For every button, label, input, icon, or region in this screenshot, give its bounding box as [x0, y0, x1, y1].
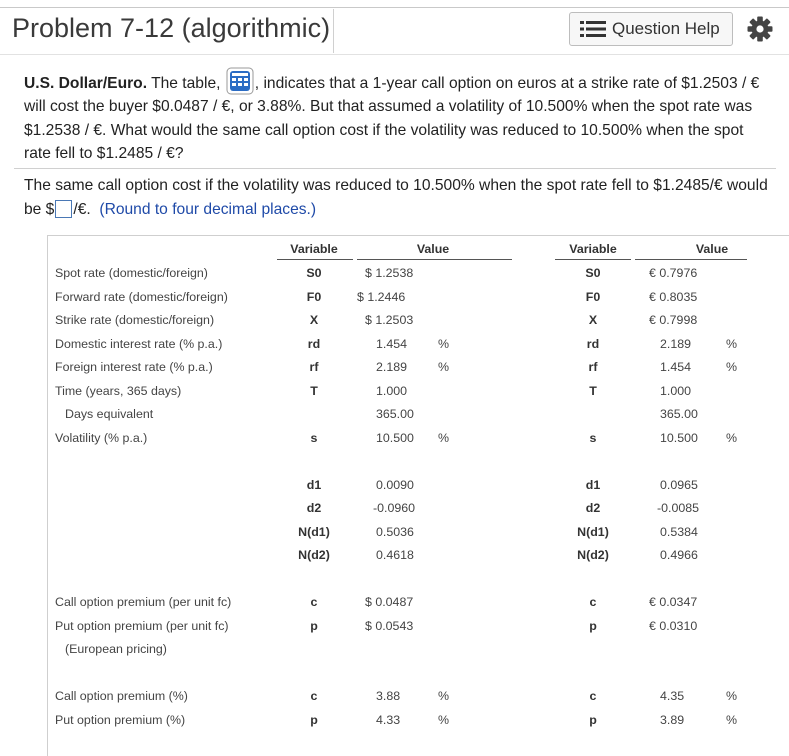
section-divider	[14, 168, 776, 169]
eur-value: 3.89	[660, 713, 685, 727]
usd-value: 2.189	[376, 360, 408, 374]
usd-val-rule	[357, 259, 512, 260]
eur-var: T	[589, 384, 597, 398]
row-label: Time (years, 365 days)	[55, 384, 182, 398]
eur-value: € 0.7998	[649, 313, 698, 327]
usd-value: 1.000	[376, 384, 408, 398]
usd-value: 0.0090	[376, 478, 414, 492]
eur-value: € 0.7976	[649, 266, 698, 280]
usd-value: 10.500	[376, 431, 414, 445]
usd-value: $ 1.2503	[365, 313, 414, 327]
eur-value: 1.454	[660, 360, 692, 374]
usd-var: F0	[306, 290, 322, 304]
eur-var: N(d2)	[577, 548, 609, 562]
row-label: Domestic interest rate (% p.a.)	[55, 337, 223, 351]
problem-text-2: , indicates that a 1-year call option on euros at a strike rate of $1.2503 / € will cost the buyer $0.0487 / €, or 3.88%. But that assumed a volatility of 10.500% when the spot rate was $1.2538 / €. What would the same call option cost if the volatility was reduced to 10.500% when the spot rate fell to $1.2485 / €?	[24, 75, 760, 162]
page-title: Problem 7-12 (algorithmic)	[12, 13, 331, 43]
usd-var: T	[310, 384, 318, 398]
row-label: Forward rate (domestic/foreign)	[55, 290, 228, 304]
problem-text-1: The table,	[147, 75, 221, 92]
eur-unit: %	[726, 431, 738, 445]
usd-var: X	[309, 313, 319, 327]
rounding-hint: (Round to four decimal places.)	[99, 200, 317, 218]
eur-unit: %	[726, 337, 738, 351]
row-label: Volatility (% p.a.)	[55, 431, 148, 445]
usd-var: d2	[306, 501, 322, 515]
usd-var: S0	[306, 266, 322, 280]
row-label: Call option premium (%)	[55, 689, 188, 703]
list-icon	[580, 20, 606, 38]
top-border	[0, 7, 789, 8]
eur-var: p	[589, 713, 597, 727]
eur-value-header: Value	[695, 242, 729, 256]
eur-var: rd	[586, 337, 600, 351]
usd-value: $ 1.2538	[365, 266, 414, 280]
title-divider	[333, 9, 334, 53]
question-help-button[interactable]	[569, 12, 733, 46]
gear-icon[interactable]	[747, 16, 773, 42]
eur-var: c	[589, 689, 597, 703]
eur-var: d2	[585, 501, 601, 515]
usd-var: N(d1)	[298, 525, 330, 539]
usd-value: 1.454	[376, 337, 408, 351]
header-divider	[0, 54, 789, 55]
answer-prompt: The same call option cost if the volatility was reduced to 10.500% when the spot rate fell to $1.2485/€ would be $	[24, 177, 768, 218]
usd-var: c	[310, 689, 318, 703]
eur-unit: %	[726, 360, 738, 374]
usd-value: $ 1.2446	[357, 290, 406, 304]
usd-unit: %	[438, 713, 450, 727]
usd-value: $ 0.0487	[365, 595, 414, 609]
eur-var: s	[589, 431, 597, 445]
problem-statement	[24, 67, 764, 165]
eur-var: N(d1)	[577, 525, 609, 539]
usd-var: p	[310, 619, 318, 633]
eur-var: c	[589, 595, 597, 609]
answer-suffix: /€.	[73, 200, 91, 218]
eur-var-rule	[555, 259, 631, 260]
usd-value: 0.5036	[376, 525, 414, 539]
usd-var: d1	[306, 478, 322, 492]
eur-value: 0.4966	[660, 548, 698, 562]
eur-value: € 0.0347	[649, 595, 698, 609]
answer-statement	[24, 174, 769, 221]
row-label: Put option premium (per unit fc)	[55, 619, 229, 633]
eur-value: 10.500	[660, 431, 698, 445]
usd-unit: %	[438, 337, 450, 351]
usd-value: 3.88	[376, 689, 401, 703]
usd-value-header: Value	[416, 242, 450, 256]
row-label: Foreign interest rate (% p.a.)	[55, 360, 213, 374]
eur-var: F0	[585, 290, 601, 304]
eur-value: 1.000	[660, 384, 692, 398]
eur-unit: %	[726, 713, 738, 727]
usd-var: c	[310, 595, 318, 609]
eur-value: 4.35	[660, 689, 685, 703]
usd-value: $ 0.0543	[365, 619, 414, 633]
usd-unit: %	[438, 431, 450, 445]
table-icon[interactable]	[226, 67, 254, 95]
row-label: Call option premium (per unit fc)	[55, 595, 232, 609]
usd-variable-header: Variable	[290, 242, 338, 256]
eur-unit: %	[726, 689, 738, 703]
usd-value: 0.4618	[376, 548, 414, 562]
usd-var: rf	[309, 360, 319, 374]
problem-lead: U.S. Dollar/Euro.	[24, 75, 148, 92]
eur-var: S0	[585, 266, 601, 280]
usd-var: p	[310, 713, 318, 727]
eur-value: 365.00	[660, 407, 698, 421]
eur-value: € 0.0310	[649, 619, 698, 633]
answer-input[interactable]	[55, 200, 72, 218]
row-label: Days equivalent	[65, 407, 154, 421]
eur-value: -0.0085	[657, 501, 700, 515]
eur-value: 0.5384	[660, 525, 698, 539]
usd-value: -0.0960	[373, 501, 416, 515]
row-label: Spot rate (domestic/foreign)	[55, 266, 208, 280]
question-help-label: Question Help	[612, 19, 720, 38]
row-label: Strike rate (domestic/foreign)	[55, 313, 215, 327]
eur-var: X	[588, 313, 598, 327]
row-label: (European pricing)	[65, 642, 167, 656]
eur-value: 0.0965	[660, 478, 698, 492]
usd-var: s	[310, 431, 318, 445]
eur-value: € 0.8035	[649, 290, 698, 304]
usd-unit: %	[438, 689, 450, 703]
eur-var: rf	[588, 360, 598, 374]
eur-var: d1	[585, 478, 601, 492]
usd-value: 365.00	[376, 407, 414, 421]
eur-value: 2.189	[660, 337, 692, 351]
row-label: Put option premium (%)	[55, 713, 186, 727]
usd-value: 4.33	[376, 713, 401, 727]
usd-unit: %	[438, 360, 450, 374]
eur-val-rule	[635, 259, 747, 260]
eur-variable-header: Variable	[569, 242, 617, 256]
usd-var: rd	[307, 337, 321, 351]
usd-var: N(d2)	[298, 548, 330, 562]
usd-var-rule	[277, 259, 353, 260]
black-scholes-table	[47, 235, 789, 756]
eur-var: p	[589, 619, 597, 633]
